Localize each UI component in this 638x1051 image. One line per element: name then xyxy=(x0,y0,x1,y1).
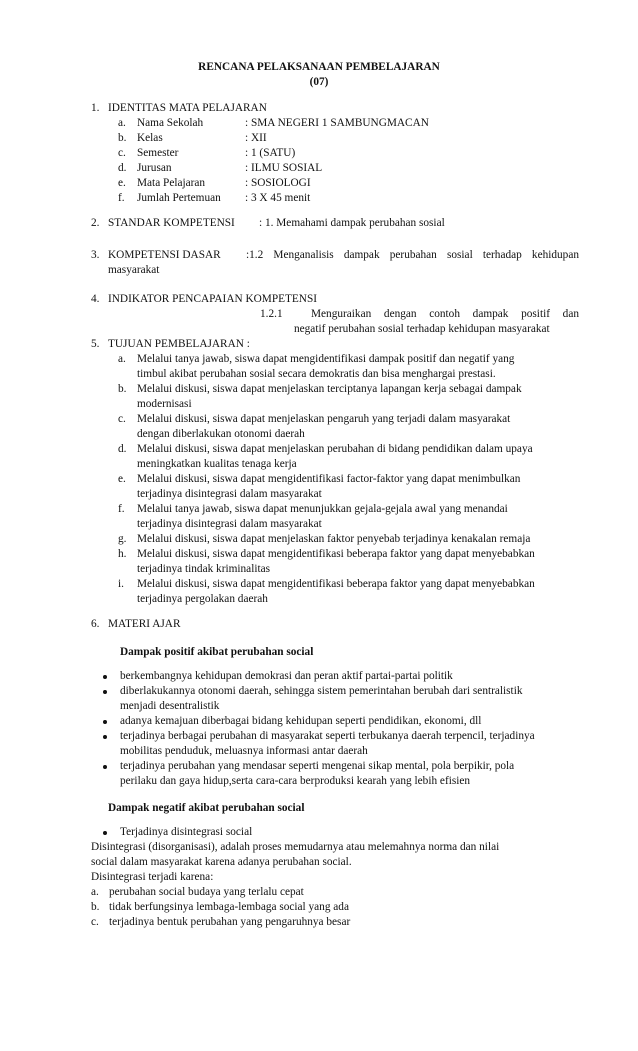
bullet-icon xyxy=(103,765,107,769)
indikator-line: negatif perubahan sosial terhadap kehidupan masyarakat xyxy=(294,323,550,335)
tujuan-letter: a. xyxy=(118,353,126,365)
tujuan-text: Melalui tanya jawab, siswa dapat mengidentifikasi dampak positif dan negatif yang xyxy=(137,353,515,365)
sebab-letter: b. xyxy=(91,901,100,913)
identitas-label: Mata Pelajaran xyxy=(137,177,206,189)
positif-item: terjadinya perubahan yang mendasar seperti mengenai sikap mental, pola berpikir, pola xyxy=(120,760,515,772)
section-heading-indikator: INDIKATOR PENCAPAIAN KOMPETENSI xyxy=(108,293,318,305)
positif-item: berkembangnya kehidupan demokrasi dan peran aktif partai-partai politik xyxy=(120,670,453,682)
tujuan-letter: e. xyxy=(118,473,126,485)
section-number: 4. xyxy=(91,293,100,305)
tujuan-text: Melalui diskusi, siswa dapat mengidentifikasi beberapa faktor yang dapat menyebabkan xyxy=(137,578,535,590)
kompetensi-value: :1.2 Menganalisis dampak perubahan sosial terhadap kehidupan xyxy=(246,249,579,261)
positif-item: diberlakukannya otonomi daerah, sehingga sistem pemerintahan berubah dari sentralistik xyxy=(120,685,523,697)
negatif-paragraph: Disintegrasi terjadi karena: xyxy=(91,871,214,883)
section-heading-materi: MATERI AJAR xyxy=(108,618,181,630)
positif-item: terjadinya berbagai perubahan di masyarakat seperti terbukanya daerah terpencil, terjadinya xyxy=(120,730,535,742)
section-number: 1. xyxy=(91,102,100,114)
identitas-label: Semester xyxy=(137,147,179,159)
section-number: 2. xyxy=(91,217,100,229)
tujuan-text: Melalui diskusi, siswa dapat mengidentifikasi beberapa faktor yang dapat menyebabkan xyxy=(137,548,535,560)
tujuan-text: Melalui diskusi, siswa dapat menjelaskan perubahan di bidang pendidikan dalam upaya xyxy=(137,443,533,455)
sebab-text: terjadinya bentuk perubahan yang pengaruhnya besar xyxy=(109,916,351,928)
bullet-icon xyxy=(103,690,107,694)
tujuan-text: modernisasi xyxy=(137,398,192,410)
document-number: (07) xyxy=(309,76,329,88)
tujuan-text: dengan diberlakukan otonomi daerah xyxy=(137,428,305,440)
tujuan-letter: d. xyxy=(118,443,127,455)
sebab-letter: c. xyxy=(91,916,99,928)
negatif-paragraph: social dalam masyarakat karena adanya perubahan social. xyxy=(91,856,352,868)
identitas-letter: d. xyxy=(118,162,127,174)
section-heading-tujuan: TUJUAN PEMBELAJARAN : xyxy=(108,338,250,350)
section-heading-kompetensi: KOMPETENSI DASAR xyxy=(108,249,221,261)
identitas-value: : ILMU SOSIAL xyxy=(245,162,323,174)
tujuan-text: meningkatkan kualitas tenaga kerja xyxy=(137,458,297,470)
bullet-icon xyxy=(103,675,107,679)
section-number: 3. xyxy=(91,249,100,261)
identitas-letter: e. xyxy=(118,177,126,189)
tujuan-text: terjadinya disintegrasi dalam masyarakat xyxy=(137,518,322,530)
sebab-letter: a. xyxy=(91,886,99,898)
identitas-letter: c. xyxy=(118,147,126,159)
identitas-letter: f. xyxy=(118,192,125,204)
standar-value: : 1. Memahami dampak perubahan sosial xyxy=(259,217,445,229)
tujuan-text: Melalui diskusi, siswa dapat menjelaskan terciptanya lapangan kerja sebagai dampak xyxy=(137,383,522,395)
tujuan-letter: c. xyxy=(118,413,126,425)
kompetensi-continuation: masyarakat xyxy=(108,264,160,276)
sebab-text: tidak berfungsinya lembaga-lembaga social yang ada xyxy=(109,901,349,913)
identitas-value: : SMA NEGERI 1 SAMBUNGMACAN xyxy=(245,117,429,129)
section-number: 6. xyxy=(91,618,100,630)
bullet-icon xyxy=(103,720,107,724)
identitas-label: Kelas xyxy=(137,132,163,144)
tujuan-text: terjadinya disintegrasi dalam masyarakat xyxy=(137,488,322,500)
section-heading-standar: STANDAR KOMPETENSI xyxy=(108,217,235,229)
identitas-label: Jumlah Pertemuan xyxy=(137,192,221,204)
bullet-icon xyxy=(103,735,107,739)
identitas-value: : 3 X 45 menit xyxy=(245,192,311,204)
identitas-letter: a. xyxy=(118,117,126,129)
identitas-label: Jurusan xyxy=(137,162,172,174)
indikator-line: Menguraikan dengan contoh dampak positif dan xyxy=(311,308,579,320)
negatif-title: Dampak negatif akibat perubahan social xyxy=(108,802,305,814)
positif-item: mobilitas penduduk, meluasnya informasi antar daerah xyxy=(120,745,368,757)
section-number: 5. xyxy=(91,338,100,350)
positif-title: Dampak positif akibat perubahan social xyxy=(120,646,314,658)
section-heading-identitas: IDENTITAS MATA PELAJARAN xyxy=(108,102,267,114)
positif-item: menjadi desentralistik xyxy=(120,700,220,712)
identitas-value: : XII xyxy=(245,132,267,144)
tujuan-text: terjadinya tindak kriminalitas xyxy=(137,563,271,575)
tujuan-text: Melalui diskusi, siswa dapat mengidentifikasi factor-faktor yang dapat menimbulkan xyxy=(137,473,521,485)
tujuan-text: Melalui diskusi, siswa dapat menjelaskan pengaruh yang terjadi dalam masyarakat xyxy=(137,413,511,425)
sebab-text: perubahan social budaya yang terlalu cepat xyxy=(109,886,304,898)
document-title: RENCANA PELAKSANAAN PEMBELAJARAN xyxy=(198,61,440,73)
tujuan-letter: i. xyxy=(118,578,124,590)
negatif-paragraph: Disintegrasi (disorganisasi), adalah proses memudarnya atau melemahnya norma dan nilai xyxy=(91,841,500,853)
identitas-letter: b. xyxy=(118,132,127,144)
tujuan-text: timbul akibat perubahan sosial secara demokratis dan bisa menghargai prestasi. xyxy=(137,368,496,380)
identitas-label: Nama Sekolah xyxy=(137,117,204,129)
negatif-bullet: Terjadinya disintegrasi social xyxy=(120,826,253,838)
indikator-code: 1.2.1 xyxy=(260,308,283,320)
tujuan-letter: f. xyxy=(118,503,125,515)
tujuan-text: terjadinya pergolakan daerah xyxy=(137,593,268,605)
bullet-icon xyxy=(103,831,107,835)
tujuan-text: Melalui tanya jawab, siswa dapat menunjukkan gejala-gejala awal yang menandai xyxy=(137,503,508,515)
tujuan-letter: h. xyxy=(118,548,127,560)
positif-item: adanya kemajuan diberbagai bidang kehidupan seperti pendidikan, ekonomi, dll xyxy=(120,715,482,727)
identitas-value: : SOSIOLOGI xyxy=(245,177,311,189)
tujuan-letter: b. xyxy=(118,383,127,395)
tujuan-text: Melalui diskusi, siswa dapat menjelaskan faktor penyebab terjadinya kenakalan remaja xyxy=(137,533,531,545)
identitas-value: : 1 (SATU) xyxy=(245,147,296,159)
tujuan-letter: g. xyxy=(118,533,127,545)
positif-item: perilaku dan gaya hidup,serta cara-cara berproduksi kearah yang lebih efisien xyxy=(120,775,471,787)
